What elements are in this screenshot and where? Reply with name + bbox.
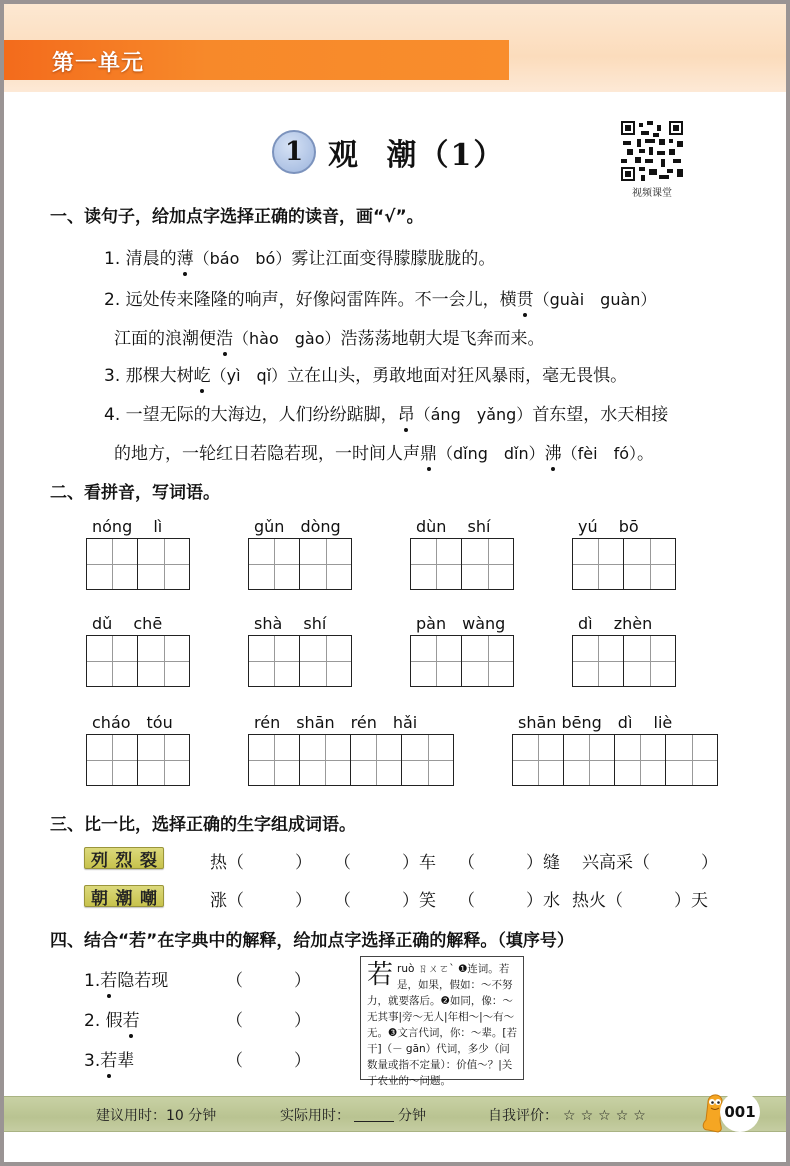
star-icon[interactable]: ☆ bbox=[563, 1108, 576, 1124]
pinyin-choice[interactable]: （hào gào） bbox=[233, 329, 341, 348]
tianzige-cell[interactable] bbox=[666, 735, 717, 785]
grid-pinyin: yú bō bbox=[578, 517, 639, 536]
grid-pinyin: dǔ chē bbox=[92, 614, 163, 633]
star-icon[interactable]: ☆ bbox=[598, 1108, 611, 1124]
s1-item-text: 首东望，水天相接 bbox=[532, 405, 669, 425]
dictionary-headword: 若 bbox=[367, 960, 394, 990]
star-icon[interactable]: ☆ bbox=[580, 1108, 594, 1124]
grid-pinyin: pàn wàng bbox=[416, 614, 506, 633]
actual-time bbox=[280, 1105, 426, 1125]
page-number: 001 bbox=[720, 1092, 760, 1132]
lesson-heading bbox=[272, 130, 505, 174]
tianzige-boxes bbox=[572, 538, 676, 590]
tianzige-cell[interactable] bbox=[138, 735, 189, 785]
s4-item-num: 1. bbox=[84, 971, 101, 991]
grid-pinyin: shà shí bbox=[254, 614, 327, 633]
tianzige-cell[interactable] bbox=[573, 636, 624, 686]
tianzige-cell[interactable] bbox=[615, 735, 666, 785]
char-group-1 bbox=[84, 847, 164, 869]
char-option: 嘲 bbox=[140, 888, 157, 909]
pinyin-choice[interactable]: （fèi fó） bbox=[561, 444, 638, 463]
tianzige-boxes bbox=[86, 538, 190, 590]
lesson-title: 观 潮（1） bbox=[328, 138, 506, 173]
tianzige-cell[interactable] bbox=[249, 735, 300, 785]
tianzige-cell[interactable] bbox=[462, 539, 513, 589]
actual-time-blank[interactable] bbox=[354, 1121, 394, 1122]
tianzige-cell[interactable] bbox=[513, 735, 564, 785]
actual-time-label: 实际用时： bbox=[280, 1108, 350, 1124]
s1-item-text: 2. 远处传来隆隆的响声，好像闷雷阵阵。不一会儿，横 bbox=[104, 290, 517, 310]
s4-item-2 bbox=[84, 1006, 140, 1031]
s1-item-1 bbox=[104, 244, 495, 269]
blank-1-2[interactable]: （ ）车 bbox=[334, 853, 436, 873]
s1-item-text: 江面的浪潮便 bbox=[114, 329, 216, 349]
tianzige-cell[interactable] bbox=[411, 539, 462, 589]
s4-item-num: 3. bbox=[84, 1051, 101, 1071]
s4-item-text: 隐若现 bbox=[117, 971, 169, 991]
dotted-char: 鼎 bbox=[420, 439, 437, 464]
blank-2-3[interactable]: （ ）水 bbox=[458, 891, 560, 911]
footer-band bbox=[4, 1096, 786, 1132]
pinyin-choice[interactable]: （áng yǎng） bbox=[414, 405, 533, 424]
star-icon[interactable]: ☆ bbox=[633, 1108, 646, 1124]
s4-answer-3[interactable]: （ ） bbox=[226, 1051, 311, 1071]
tianzige-cell[interactable] bbox=[351, 735, 402, 785]
dotted-char: 屹 bbox=[194, 361, 211, 386]
char-option: 裂 bbox=[140, 850, 157, 871]
s4-item-1 bbox=[84, 966, 168, 991]
s1-item-3 bbox=[104, 361, 627, 386]
blank-2-4[interactable]: 热火（ ）天 bbox=[572, 891, 708, 911]
s1-item-text: 1. 清晨的 bbox=[104, 249, 177, 269]
s4-item-num: 2. 假 bbox=[84, 1011, 123, 1031]
dotted-char: 浩 bbox=[216, 324, 233, 349]
s1-item-2 bbox=[104, 285, 656, 310]
self-evaluation bbox=[488, 1105, 646, 1125]
tianzige-cell[interactable] bbox=[138, 539, 189, 589]
tianzige-cell[interactable] bbox=[300, 735, 351, 785]
grid-pinyin: dùn shí bbox=[416, 517, 491, 536]
s1-item-4-cont bbox=[114, 439, 654, 464]
s1-item-4 bbox=[104, 400, 668, 425]
s4-answer-2[interactable]: （ ） bbox=[226, 1011, 311, 1031]
dotted-char: 贯 bbox=[517, 285, 534, 310]
tianzige-cell[interactable] bbox=[138, 636, 189, 686]
tianzige-cell[interactable] bbox=[624, 636, 675, 686]
tianzige-cell[interactable] bbox=[87, 735, 138, 785]
tianzige-cell[interactable] bbox=[249, 539, 300, 589]
tianzige-boxes bbox=[86, 635, 190, 687]
tianzige-cell[interactable] bbox=[87, 539, 138, 589]
section3-title: 三、比一比，选择正确的生字组成词语。 bbox=[50, 815, 356, 835]
blank-2-1[interactable]: 涨（ ） bbox=[210, 891, 312, 911]
tianzige-cell[interactable] bbox=[300, 636, 351, 686]
dotted-char: 薄 bbox=[177, 244, 194, 269]
s1-item-text: 3. 那棵大树 bbox=[104, 366, 194, 386]
pinyin-choice[interactable]: （guài guàn） bbox=[533, 290, 657, 309]
s1-item-2-cont bbox=[114, 324, 545, 349]
self-eval-label: 自我评价： bbox=[488, 1108, 558, 1124]
tianzige-cell[interactable] bbox=[249, 636, 300, 686]
tianzige-cell[interactable] bbox=[300, 539, 351, 589]
s1-item-text: 浩荡荡地朝大堤飞奔而来。 bbox=[340, 329, 545, 349]
char-option: 潮 bbox=[115, 888, 133, 909]
s4-item-text: 辈 bbox=[117, 1051, 135, 1071]
grid-pinyin: cháo tóu bbox=[92, 713, 173, 732]
blank-1-4[interactable]: 兴高采（ ） bbox=[582, 853, 718, 873]
tianzige-cell[interactable] bbox=[87, 636, 138, 686]
tianzige-boxes bbox=[410, 635, 514, 687]
grid-pinyin: gǔn dòng bbox=[254, 517, 341, 536]
tianzige-cell[interactable] bbox=[462, 636, 513, 686]
pinyin-choice[interactable]: （dǐng dǐn） bbox=[437, 444, 545, 463]
actual-time-unit: 分钟 bbox=[398, 1108, 426, 1124]
grid-pinyin: dì zhèn bbox=[578, 614, 653, 633]
tianzige-cell[interactable] bbox=[573, 539, 624, 589]
tianzige-cell[interactable] bbox=[624, 539, 675, 589]
tianzige-boxes bbox=[86, 734, 190, 786]
workbook-page bbox=[4, 4, 786, 1162]
section1-title: 一、读句子，给加点字选择正确的读音，画“√”。 bbox=[50, 207, 424, 227]
lesson-number-badge: 1 bbox=[272, 130, 316, 174]
dictionary-definition: ruò ㄖㄨㄛˋ ❶连词。若是，如果，假如：～不努力，就要落后。❷如同，像：～无其事|旁～无人|年相～|～有～无。❸文言代词，你：～辈。[若干]（－ gān）代词，多少（问数量或指不定量）：价值～？|关于农业的～问题。 bbox=[367, 963, 518, 1087]
tianzige-boxes bbox=[248, 734, 454, 786]
s4-item-3 bbox=[84, 1046, 134, 1071]
star-icon[interactable]: ☆ bbox=[615, 1108, 629, 1124]
suggested-time: 建议用时：10 分钟 bbox=[96, 1108, 217, 1124]
pinyin-choice[interactable]: （yì qǐ） bbox=[210, 366, 288, 385]
tianzige-boxes bbox=[248, 635, 352, 687]
grid-pinyin: rén shān rén hǎi bbox=[254, 713, 418, 732]
dotted-char: 若 bbox=[100, 966, 117, 991]
section2-title: 二、看拼音，写词语。 bbox=[50, 483, 220, 503]
blank-1-3[interactable]: （ ）缝 bbox=[458, 853, 560, 873]
s1-item-text: 4. 一望无际的大海边，人们纷纷踮脚， bbox=[104, 405, 398, 425]
char-option: 朝 bbox=[91, 888, 108, 909]
tianzige-cell[interactable] bbox=[402, 735, 453, 785]
char-group-2 bbox=[84, 885, 164, 907]
tianzige-boxes bbox=[572, 635, 676, 687]
char-option: 烈 bbox=[115, 850, 133, 871]
dictionary-entry-box bbox=[360, 956, 524, 1087]
blank-1-1[interactable]: 热（ ） bbox=[210, 853, 312, 873]
char-option: 列 bbox=[91, 850, 108, 871]
s4-answer-1[interactable]: （ ） bbox=[226, 971, 311, 991]
s1-item-text: 的地方，一轮红日若隐若现，一时间人声 bbox=[114, 444, 420, 464]
qr-label: 视频课堂 bbox=[632, 188, 672, 199]
dotted-char: 若 bbox=[100, 1046, 117, 1071]
dotted-char: 昂 bbox=[398, 400, 415, 425]
dotted-char: 沸 bbox=[545, 439, 562, 464]
s1-item-text: 雾让江面变得朦朦胧胧的。 bbox=[291, 249, 496, 269]
grid-pinyin: nóng lì bbox=[92, 517, 163, 536]
s1-item-text: 立在山头，勇敢地面对狂风暴雨，毫无畏惧。 bbox=[287, 366, 628, 386]
grid-pinyin: shān bēng dì liè bbox=[518, 713, 673, 732]
tianzige-boxes bbox=[410, 538, 514, 590]
unit-title: 第一单元 bbox=[52, 51, 145, 76]
qr-code-icon[interactable] bbox=[621, 121, 683, 181]
tianzige-cell[interactable] bbox=[411, 636, 462, 686]
section4-title: 四、结合“若”在字典中的解释，给加点字选择正确的解释。（填序号） bbox=[50, 931, 574, 951]
tianzige-boxes bbox=[248, 538, 352, 590]
s1-item-text: 。 bbox=[637, 444, 655, 464]
tianzige-boxes bbox=[512, 734, 718, 786]
dotted-char: 若 bbox=[123, 1006, 140, 1031]
tianzige-cell[interactable] bbox=[564, 735, 615, 785]
blank-2-2[interactable]: （ ）笑 bbox=[334, 891, 436, 911]
pinyin-choice[interactable]: （báo bó） bbox=[193, 249, 292, 268]
